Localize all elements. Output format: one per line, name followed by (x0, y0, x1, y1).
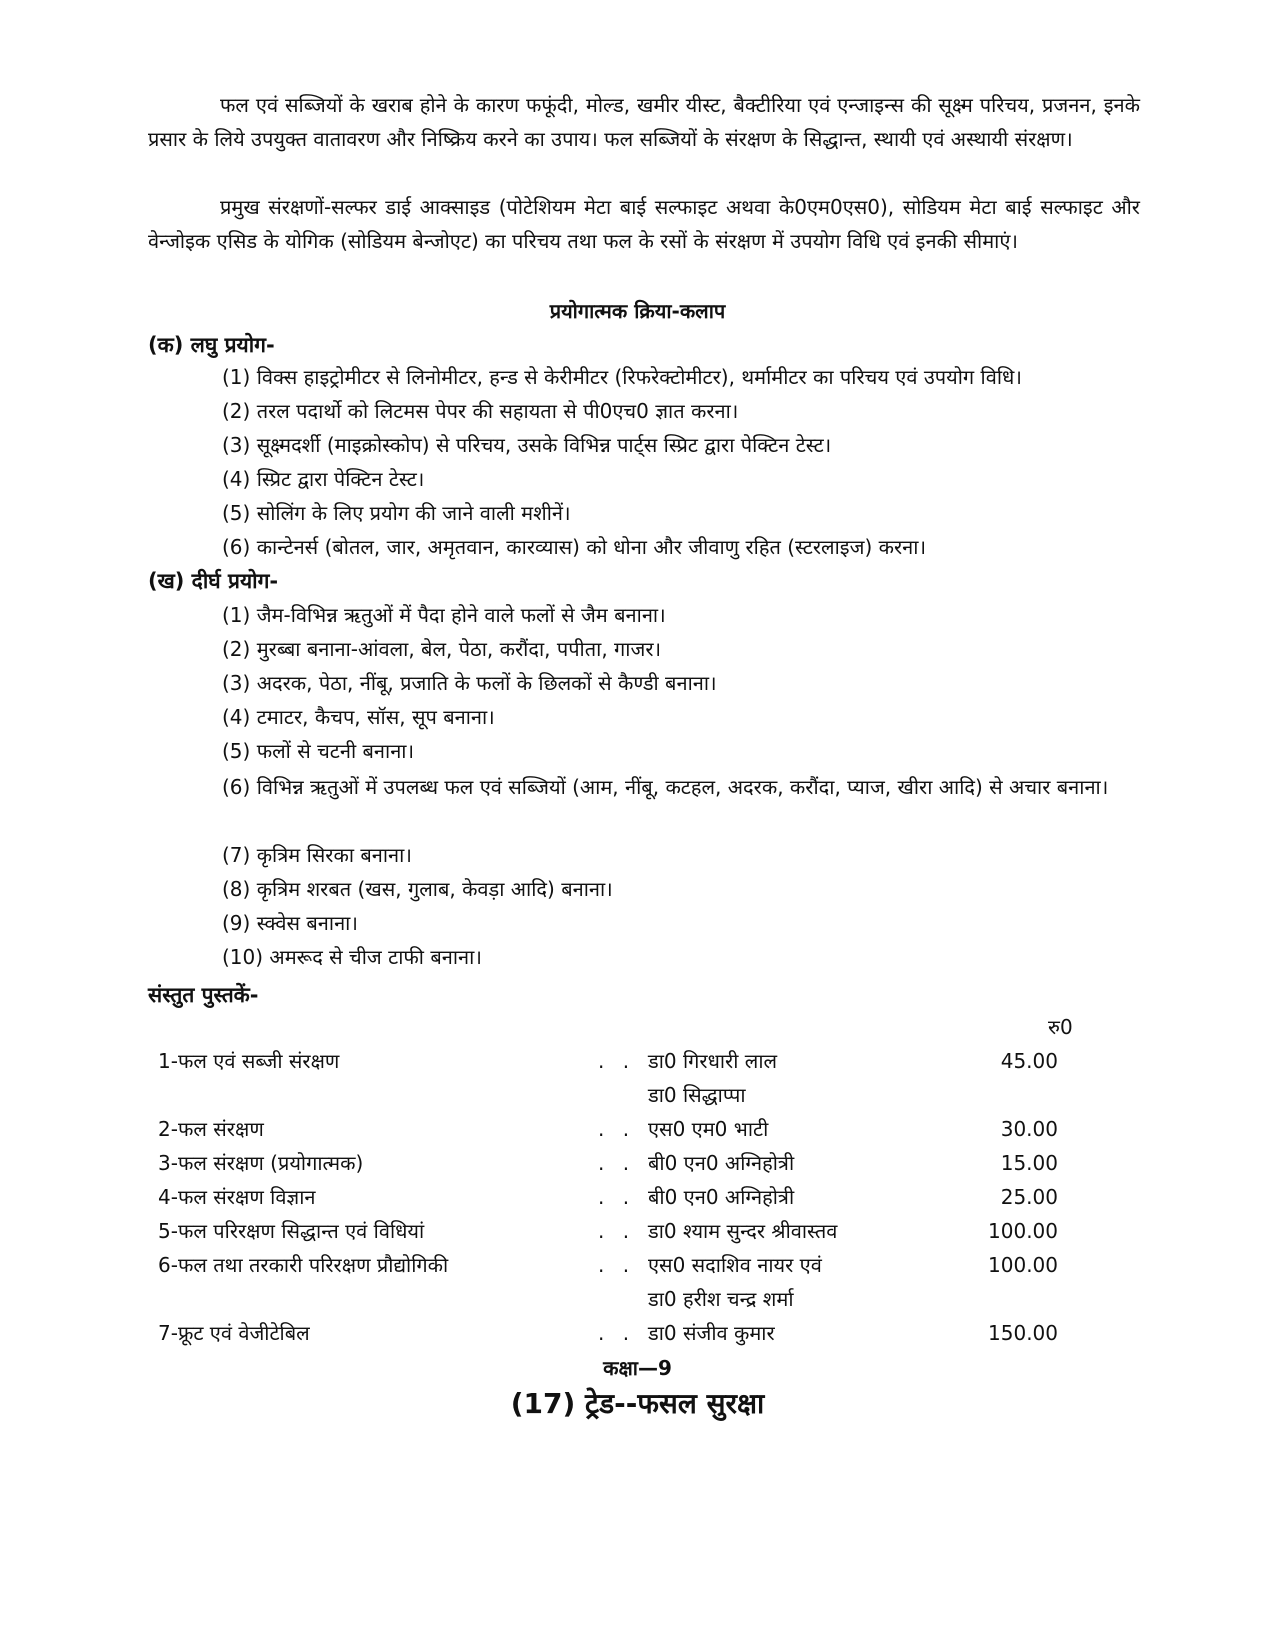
intro-paragraph-2 (148, 190, 1140, 258)
book-price: 100.00 (988, 1219, 1058, 1243)
practical-heading: प्रयोगात्मक क्रिया-कलाप (549, 299, 726, 323)
book-row-1-continued (148, 1080, 1098, 1114)
book-dots: . . (598, 1049, 636, 1073)
intro-paragraph-1 (148, 88, 1140, 156)
long-item-4: (4) टमाटर, कैचप, सॉस, सूप बनाना। (222, 705, 495, 729)
long-experiments-heading: (ख) दीर्घ प्रयोग- (148, 569, 279, 593)
book-dots: . . (598, 1185, 636, 1209)
book-author: बी0 एन0 अग्निहोत्री (648, 1185, 795, 1209)
long-item-7: (7) कृत्रिम सिरका बनाना। (222, 843, 412, 867)
book-price: 100.00 (988, 1253, 1058, 1277)
trade-title: (17) ट्रेड--फसल सुरक्षा (510, 1387, 765, 1420)
book-title: 1-फल एवं सब्जी संरक्षण (158, 1049, 340, 1073)
book-price: 45.00 (1000, 1049, 1058, 1073)
book-row-2 (148, 1114, 1098, 1148)
book-author: एस0 एम0 भाटी (648, 1117, 769, 1141)
book-dots: . . (598, 1117, 636, 1141)
book-author-secondary: डा0 हरीश चन्द्र शर्मा (648, 1287, 794, 1311)
book-row-4 (148, 1182, 1098, 1216)
books-heading: संस्तुत पुस्तकें- (148, 983, 259, 1007)
book-price: 15.00 (1000, 1151, 1058, 1175)
book-row-3 (148, 1148, 1098, 1182)
long-item-8: (8) कृत्रिम शरबत (खस, गुलाब, केवड़ा आदि) बनाना। (222, 877, 613, 901)
book-price: 150.00 (988, 1321, 1058, 1345)
book-title: 2-फल संरक्षण (158, 1117, 264, 1141)
class-label: कक्षा—9 (603, 1356, 672, 1380)
short-item-2: (2) तरल पदार्थो को लिटमस पेपर की सहायता से पी0एच0 ज्ञात करना। (222, 399, 739, 423)
short-item-3: (3) सूक्ष्मदर्शी (माइक्रोस्कोप) से परिचय, उसके विभिन्न पार्ट्स स्प्रिट द्वारा पेक्टिन टेस्ट। (222, 433, 832, 457)
book-row-6 (148, 1250, 1098, 1284)
book-author: बी0 एन0 अग्निहोत्री (648, 1151, 795, 1175)
book-price: 30.00 (1000, 1117, 1058, 1141)
book-row-5 (148, 1216, 1098, 1250)
long-item-1: (1) जैम-विभिन्न ऋतुओं में पैदा होने वाले फलों से जैम बनाना। (222, 603, 666, 627)
book-title: 7-फ्रूट एवं वेजीटेबिल (158, 1321, 310, 1345)
book-row-7 (148, 1318, 1098, 1352)
short-item-6: (6) कान्टेनर्स (बोतल, जार, अमृतवान, कारव्यास) को धोना और जीवाणु रहित (स्टरलाइज) करना। (222, 535, 927, 559)
long-item-2: (2) मुरब्बा बनाना-आंवला, बेल, पेठा, करौंदा, पपीता, गाजर। (222, 637, 662, 661)
book-title: 6-फल तथा तरकारी परिरक्षण प्रौद्योगिकी (158, 1253, 449, 1277)
book-row-1 (148, 1046, 1098, 1080)
short-item-5: (5) सोलिंग के लिए प्रयोग की जाने वाली मशीनें। (222, 501, 571, 525)
intro-paragraph-1-text: फल एवं सब्जियों के खराब होने के कारण फफूंदी, मोल्ड, खमीर यीस्ट, बैक्टीरिया एवं एन्जाइन्स की सूक्ष्म परिचय, प्रजनन, इनके प्रसार के लिये उपयुक्त वातावरण और निष्क्रिय करने का उपाय। फल सब्जियों के संरक्षण के सिद्धान्त, स्थायी एवं अस्थायी संरक्षण। (148, 93, 1140, 151)
intro-paragraph-2-text: प्रमुख संरक्षणों-सल्फर डाई आक्साइड (पोटेशियम मेटा बाई सल्फाइट अथवा के0एम0एस0), सोडियम मेटा बाई सल्फाइट और वेन्जोइक एसिड के योगिक (सोडियम बेन्जोएट) का परिचय तथा फल के रसों के संरक्षण में उपयोग विधि एवं इनकी सीमाएं। (148, 195, 1140, 253)
book-author: डा0 संजीव कुमार (648, 1321, 775, 1345)
book-dots: . . (598, 1253, 636, 1277)
book-author-secondary: डा0 सिद्धाप्पा (648, 1083, 746, 1107)
short-item-1: (1) विक्स हाइट्रोमीटर से लिनोमीटर, हन्ड से केरीमीटर (रिफरेक्टोमीटर), थर्मामीटर का परिचय एवं उपयोग विधि। (222, 365, 1022, 389)
long-item-3: (3) अदरक, पेठा, नींबू, प्रजाति के फलों के छिलकों से कैण्डी बनाना। (222, 671, 717, 695)
book-price: 25.00 (1000, 1185, 1058, 1209)
book-dots: . . (598, 1321, 636, 1345)
long-item-9: (9) स्क्वेस बनाना। (222, 911, 358, 935)
short-experiments-heading: (क) लघु प्रयोग- (148, 333, 275, 357)
long-item-6: (6) विभिन्न ऋतुओं में उपलब्ध फल एवं सब्जियों (आम, नींबू, कटहल, अदरक, करौंदा, प्याज, खीरा आदि) से अचार बनाना। (222, 775, 1109, 799)
book-author: डा0 श्याम सुन्दर श्रीवास्तव (648, 1219, 838, 1243)
book-title: 4-फल संरक्षण विज्ञान (158, 1185, 316, 1209)
book-title: 5-फल परिरक्षण सिद्धान्त एवं विधियां (158, 1219, 425, 1243)
long-item-5: (5) फलों से चटनी बनाना। (222, 739, 415, 763)
long-item-10: (10) अमरूद से चीज टाफी बनाना। (222, 945, 482, 969)
book-title: 3-फल संरक्षण (प्रयोगात्मक) (158, 1151, 364, 1175)
short-item-4: (4) स्प्रिट द्वारा पेक्टिन टेस्ट। (222, 467, 425, 491)
book-dots: . . (598, 1151, 636, 1175)
book-row-6-continued (148, 1284, 1098, 1318)
book-author: एस0 सदाशिव नायर एवं (648, 1253, 822, 1277)
currency-label: रु0 (1048, 1015, 1073, 1039)
book-author: डा0 गिरधारी लाल (648, 1049, 778, 1073)
book-dots: . . (598, 1219, 636, 1243)
